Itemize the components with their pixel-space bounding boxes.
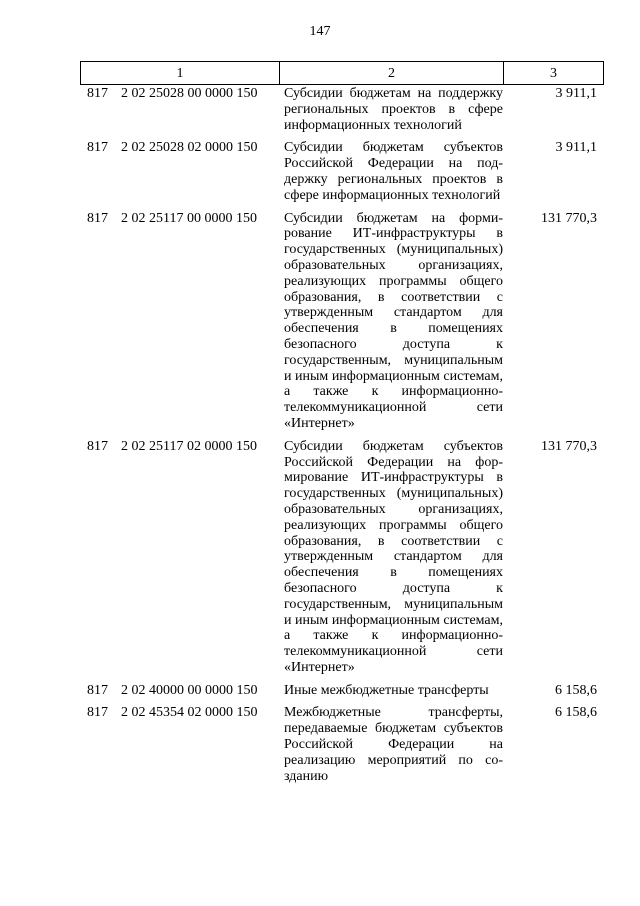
code-cell: [80, 439, 279, 683]
amount-cell: 6 158,6: [555, 682, 597, 698]
table-row: [80, 439, 603, 683]
code-cell: [80, 683, 279, 706]
kbk-code: 2 02 25028 02 0000 150: [121, 140, 258, 156]
admin-code: 817: [87, 210, 108, 226]
description-cell: Субсидии бюджетам субъектов Российской Федерации на поддержку региональных проектов в сфере информационных технологий: [284, 140, 503, 203]
code-cell: [80, 705, 279, 791]
amount-cell: 3 911,1: [555, 86, 597, 101]
amount-cell: 3 911,1: [555, 140, 597, 156]
code-cell: [80, 86, 279, 140]
description-cell: Субсидии бюджетам на поддержку региональных проектов в сфере информационных технологий: [284, 86, 503, 133]
table-row: [80, 705, 603, 791]
code-cell: [80, 140, 279, 210]
page-number: 147: [309, 24, 331, 39]
table-header: [80, 61, 604, 85]
amount-cell: 131 770,3: [541, 438, 597, 454]
admin-code: 817: [87, 705, 108, 721]
amount-cell: 131 770,3: [541, 210, 597, 226]
description-cell: Межбюджетные трансферты, передаваемые бюджетам субъектов Российской Федерации на реализацию мероприятий по созданию: [284, 705, 503, 784]
header-row: [81, 62, 604, 85]
amount-cell: 6 158,6: [555, 705, 597, 721]
header-col-3: 3: [504, 62, 604, 85]
table-row: [80, 86, 603, 140]
header-col-1: 1: [81, 62, 280, 85]
admin-code: 817: [87, 86, 108, 101]
admin-code: 817: [87, 682, 108, 698]
description-cell: Субсидии бюджетам на формирование ИТ-инфраструктуры в государственных (муниципальных) образовательных организациях, реализующих программы общего образования, в соответствии с утвержденным стандартом для обеспечения в помещениях безопасного доступа к государственным, муниципальным и иным информационным системам, а также к информационно-телекоммуникационной сети «Интернет»: [284, 210, 503, 431]
header-col-2: 2: [280, 62, 504, 85]
kbk-code: 2 02 25028 00 0000 150: [121, 86, 258, 101]
table-row: [80, 683, 603, 706]
budget-table: [80, 86, 603, 791]
description-cell: Иные межбюджетные трансферты: [284, 682, 489, 698]
admin-code: 817: [87, 140, 108, 156]
description-cell: Субсидии бюджетам субъектов Российской Федерации на формирование ИТ-инфраструктуры в государственных (муниципальных) образовательных организациях, реализующих программы общего образования, в соответствии с утвержденным стандартом для обеспечения в помещениях безопасного доступа к государственным, муниципальным и иным информационным системам, а также к информационно-телекоммуникационной сети «Интернет»: [284, 438, 503, 675]
table-row: [80, 211, 603, 439]
table-row: [80, 140, 603, 210]
kbk-code: 2 02 40000 00 0000 150: [121, 682, 258, 698]
admin-code: 817: [87, 438, 108, 454]
kbk-code: 2 02 25117 00 0000 150: [121, 210, 257, 226]
kbk-code: 2 02 25117 02 0000 150: [121, 438, 257, 454]
kbk-code: 2 02 45354 02 0000 150: [121, 705, 258, 721]
code-cell: [80, 211, 279, 439]
